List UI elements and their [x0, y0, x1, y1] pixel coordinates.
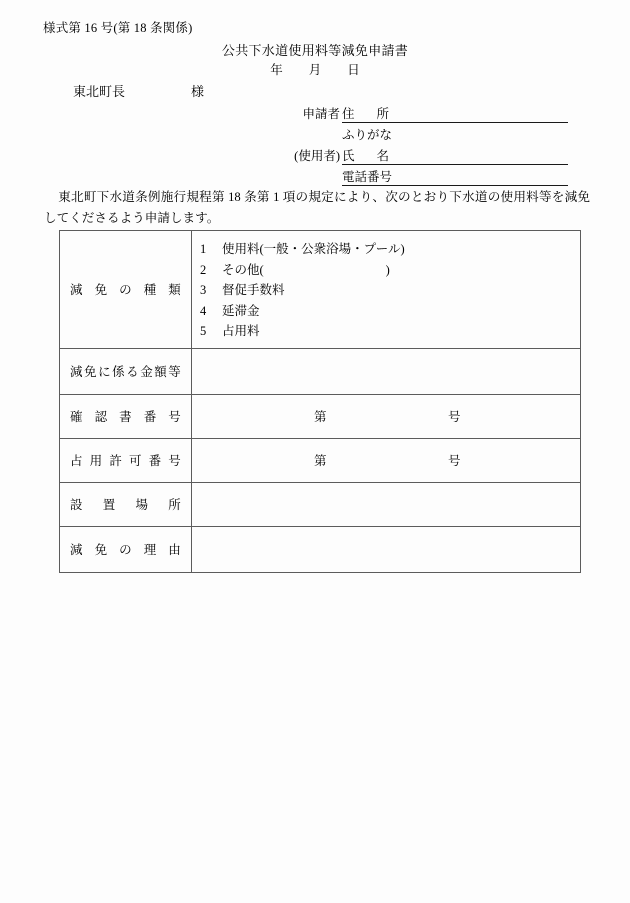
list-item[interactable]	[200, 280, 580, 301]
date-month-label: 月	[308, 63, 322, 77]
item-number: 2	[200, 262, 207, 277]
row-label-confirmation-number	[60, 394, 192, 438]
applicant-name-row	[288, 145, 588, 166]
date-day-label: 日	[347, 63, 360, 77]
suffix-gou: 号	[448, 410, 461, 425]
applicant-block	[288, 103, 588, 187]
phone-field[interactable]	[342, 167, 568, 186]
address-field[interactable]	[342, 104, 568, 123]
row-label-reduction-reason	[60, 526, 192, 572]
furigana-label: ふりがな	[342, 128, 393, 142]
reduction-type-list	[192, 231, 580, 348]
name-label-b: 名	[376, 149, 390, 163]
application-table	[59, 230, 581, 573]
item-number: 3	[200, 283, 207, 298]
phone-label: 電話番号	[342, 170, 393, 184]
row-label-amount	[60, 348, 192, 394]
date-line	[0, 60, 630, 78]
list-item[interactable]	[200, 301, 580, 322]
item-text: その他(	[222, 262, 264, 277]
body-paragraph	[44, 187, 590, 229]
table-row	[60, 438, 581, 482]
addressee	[73, 81, 204, 100]
form-number: 様式第 16 号(第 18 条関係)	[43, 21, 193, 35]
row-value-reduction-reason[interactable]	[192, 526, 581, 572]
item-number: 1	[200, 242, 207, 256]
address-label-a: 住	[342, 107, 355, 121]
suffix-gou: 号	[448, 454, 461, 469]
table-row	[60, 394, 581, 438]
item-text: 督促手数料	[222, 283, 285, 298]
addressee-honorific: 様	[191, 84, 205, 99]
list-item[interactable]	[200, 260, 580, 281]
item-text: 使用料(一般・公衆浴場・プール)	[222, 242, 405, 256]
applicant-address-row	[288, 103, 588, 124]
table-row	[60, 526, 581, 572]
addressee-name: 東北町長	[73, 84, 126, 99]
item-text: 延滞金	[222, 303, 260, 318]
table-row	[60, 482, 581, 526]
name-field[interactable]	[342, 146, 568, 165]
row-label-installation-place	[60, 482, 192, 526]
applicant-label: 申請者	[302, 107, 340, 121]
item-number: 5	[200, 324, 207, 339]
user-label: (使用者)	[294, 149, 340, 163]
body-paragraph-text: 東北町下水道条例施行規程第 18 条第 1 項の規定により、次のとおり下水道の使用料等を減免してくださるよう申請します。	[44, 190, 590, 225]
applicant-furigana-row	[288, 124, 588, 145]
row-label-occupancy-permit-number	[60, 438, 192, 482]
item-text: 占用料	[222, 324, 260, 339]
row-value-confirmation-number[interactable]	[192, 394, 581, 438]
label-text: 減免の種類	[70, 283, 181, 298]
page-title: 公共下水道使用料等減免申請書	[221, 43, 409, 58]
row-value-installation-place[interactable]	[192, 482, 581, 526]
table-row	[60, 231, 581, 349]
label-text: 確認書番号	[70, 410, 181, 425]
applicant-phone-row	[288, 166, 588, 187]
row-label-reduction-type	[60, 231, 192, 349]
date-year-label: 年	[270, 63, 283, 77]
name-label-a: 氏	[342, 149, 355, 163]
row-value-amount[interactable]	[192, 348, 581, 394]
list-item[interactable]	[200, 321, 580, 342]
row-value-reduction-type[interactable]	[192, 231, 581, 349]
furigana-field[interactable]	[342, 125, 568, 143]
table-row	[60, 348, 581, 394]
item-text-close: )	[385, 262, 390, 277]
address-label-b: 所	[376, 107, 390, 121]
prefix-dai: 第	[314, 410, 327, 425]
label-text: 設置場所	[70, 498, 181, 513]
label-text: 減免の理由	[70, 543, 181, 558]
list-item[interactable]	[200, 239, 580, 260]
row-value-occupancy-permit-number[interactable]	[192, 438, 581, 482]
label-text: 占用許可番号	[70, 454, 181, 469]
prefix-dai: 第	[314, 454, 327, 469]
item-number: 4	[200, 303, 207, 318]
label-text: 減免に係る金額等	[70, 365, 181, 380]
